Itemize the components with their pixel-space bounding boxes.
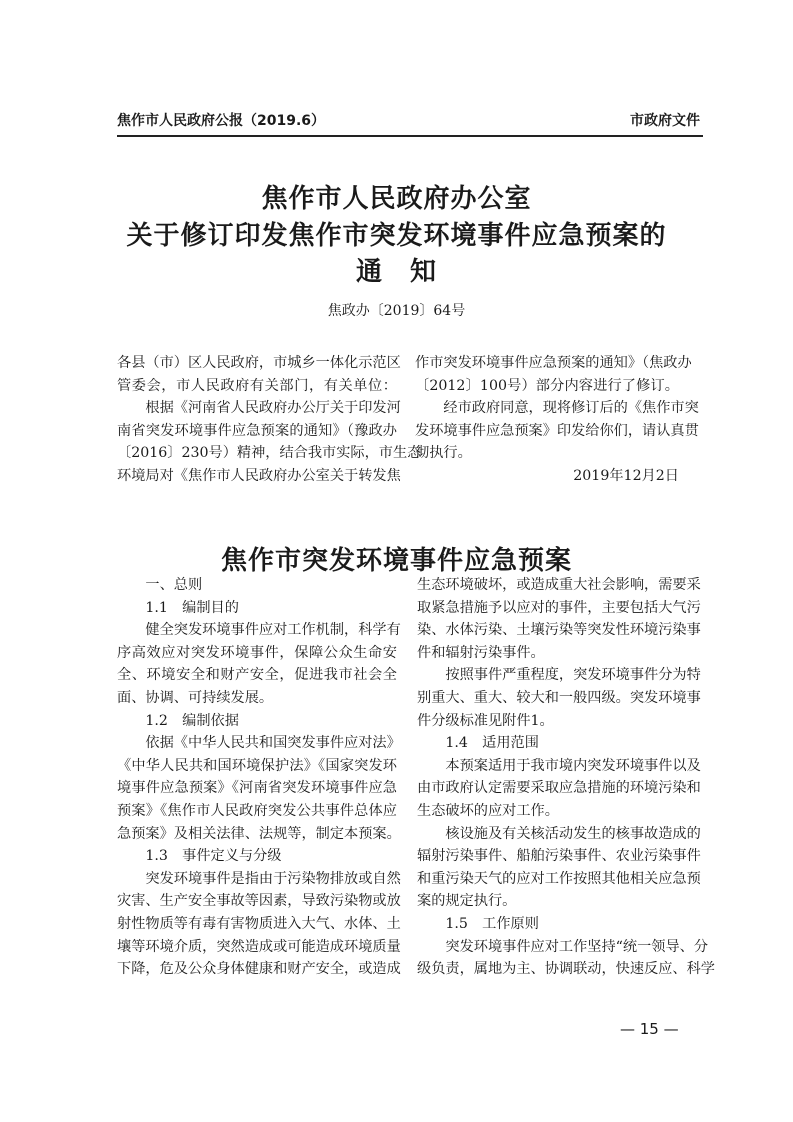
text-line: 境事件应急预案》《河南省突发环境事件应急 bbox=[117, 780, 397, 797]
text-line: 环境局对《焦作市人民政府办公室关于转发焦 bbox=[117, 467, 401, 484]
text-line: 依据《中华人民共和国突发事件应对法》 bbox=[117, 735, 401, 752]
text-line: 由市政府认定需要采取应急措施的环境污染和 bbox=[417, 780, 701, 797]
text-line: 预案》《焦作市人民政府突发公共事件总体应 bbox=[117, 802, 397, 819]
text-line: 灾害、生产安全事故等因素，导致污染物或放 bbox=[117, 893, 401, 910]
text-line: 管委会，市人民政府有关部门，有关单位： bbox=[117, 377, 397, 394]
text-line: 1.4 适用范围 bbox=[417, 735, 539, 752]
text-line: 序高效应对突发环境事件，保障公众生命安 bbox=[117, 644, 397, 661]
text-line: 射性物质等有毒有害物质进入大气、水体、土 bbox=[117, 915, 401, 932]
text-line: 1.1 编制目的 bbox=[117, 599, 239, 616]
text-line: 取紧急措施予以应对的事件，主要包括大气污 bbox=[417, 599, 701, 616]
text-line: 南省突发环境事件应急预案的通知》（豫政办 bbox=[117, 422, 397, 439]
text-line: 面、协调、可持续发展。 bbox=[117, 689, 274, 706]
text-line: 件和辐射污染事件。 bbox=[417, 644, 545, 661]
text-line: 下降，危及公众身体健康和财产安全，或造成 bbox=[117, 961, 401, 978]
text-line: 彻执行。 bbox=[415, 445, 472, 462]
plan-title: 焦作市突发环境事件应急预案 bbox=[220, 546, 572, 576]
text-line: 全、环境安全和财产安全，促进我市社会全 bbox=[117, 667, 397, 684]
notice-left-column bbox=[117, 352, 422, 488]
text-line: 突发环境事件应对工作坚持“统一领导、分 bbox=[417, 938, 709, 955]
text-line: 本预案适用于我市境内突发环境事件以及 bbox=[417, 757, 701, 774]
text-line: 和重污染天气的应对工作按照其他相关应急预 bbox=[417, 870, 701, 887]
document-number: 焦政办〔2019〕64号 bbox=[327, 303, 466, 319]
text-line: 作市突发环境事件应急预案的通知》（焦政办 bbox=[415, 355, 692, 371]
text-line: 突发环境事件是指由于污染物排放或自然 bbox=[117, 870, 401, 887]
text-line: 各县（市）区人民政府，市城乡一体化示范区 bbox=[117, 355, 401, 371]
text-line: 核设施及有关核活动发生的核事故造成的 bbox=[417, 825, 701, 842]
text-line: 1.3 事件定义与分级 bbox=[117, 848, 282, 865]
text-line: 别重大、重大、较大和一般四级。突发环境事 bbox=[417, 689, 701, 706]
text-line: 级负责，属地为主、协调联动，快速反应、科学 bbox=[417, 961, 715, 978]
text-line: 生态破坏的应对工作。 bbox=[417, 802, 559, 819]
notice-title-line-3: 通 知 bbox=[355, 257, 437, 287]
notice-title-line-2: 关于修订印发焦作市突发环境事件应急预案的 bbox=[126, 221, 667, 251]
notice-date: 2019年12月2日 bbox=[573, 468, 679, 484]
text-line: 《中华人民共和国环境保护法》《国家突发环 bbox=[117, 757, 397, 774]
text-line: 发环境事件应急预案》印发给你们，请认真贯 bbox=[415, 422, 699, 439]
section-header: 市政府文件 bbox=[630, 113, 700, 129]
text-line: 健全突发环境事件应对工作机制，科学有 bbox=[117, 622, 401, 639]
text-line: 1.2 编制依据 bbox=[117, 712, 239, 729]
text-line: 一、总则 bbox=[117, 577, 203, 593]
header-rule bbox=[117, 135, 703, 137]
text-line: 急预案》及相关法律、法规等，制定本预案。 bbox=[117, 825, 401, 842]
plan-left-column bbox=[117, 574, 401, 981]
text-line: 生态环境破坏，或造成重大社会影响，需要采 bbox=[417, 577, 701, 593]
text-line: 根据《河南省人民政府办公厅关于印发河 bbox=[117, 400, 401, 417]
text-line: 按照事件严重程度，突发环境事件分为特 bbox=[417, 667, 701, 684]
notice-right-column bbox=[415, 352, 699, 465]
plan-right-column bbox=[417, 574, 715, 981]
page-number: — 15 — bbox=[620, 1020, 679, 1038]
text-line: 1.5 工作原则 bbox=[417, 915, 539, 932]
text-line: 辐射污染事件、船舶污染事件、农业污染事件 bbox=[417, 848, 701, 865]
text-line: 壤等环境介质，突然造成或可能造成环境质量 bbox=[117, 938, 401, 955]
text-line: 〔2016〕230号）精神，结合我市实际，市生态 bbox=[117, 445, 422, 462]
text-line: 件分级标准见附件1。 bbox=[417, 712, 554, 729]
text-line: 案的规定执行。 bbox=[417, 893, 517, 910]
text-line: 〔2012〕100号）部分内容进行了修订。 bbox=[415, 377, 679, 394]
notice-title-line-1: 焦作市人民政府办公室 bbox=[261, 184, 532, 214]
text-line: 染、水体污染、土壤污染等突发性环境污染事 bbox=[417, 622, 701, 639]
journal-header: 焦作市人民政府公报（2019.6） bbox=[117, 113, 326, 129]
text-line: 经市政府同意，现将修订后的《焦作市突 bbox=[415, 400, 699, 417]
